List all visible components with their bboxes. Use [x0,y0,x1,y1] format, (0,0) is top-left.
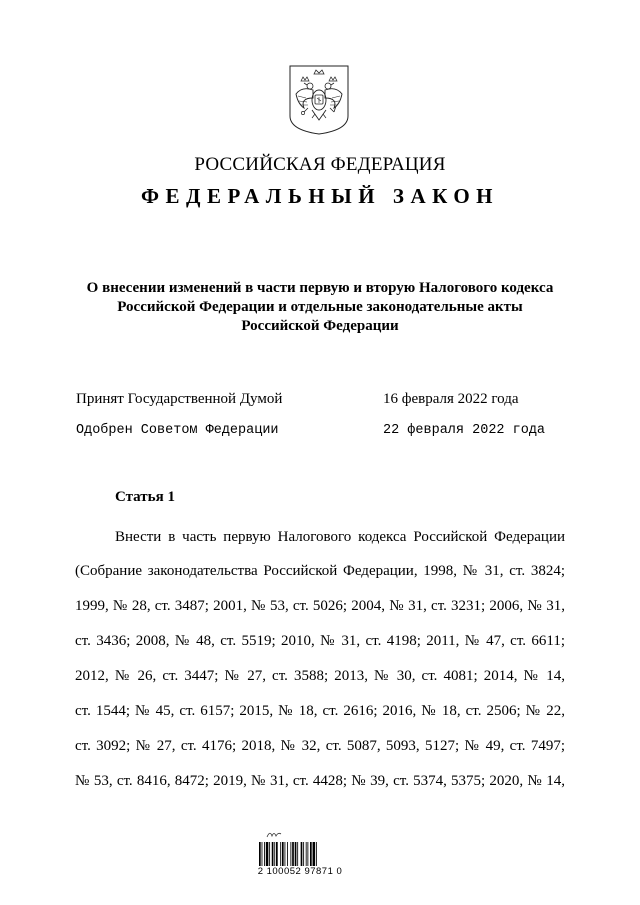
barcode-bar [280,842,281,866]
barcode-bar [276,842,278,866]
subject-line: Российской Федерации [241,318,399,334]
document-type-title: ФЕДЕРАЛЬНЫЙ ЗАКОН [141,184,499,208]
article-text-line: ст. 3092; № 27, ст. 4176; 2018, № 32, ст. 5087, 5093, 5127; № 49, ст. 7497; [75,738,565,754]
subject-line: Российской Федерации и отдельные законодательные акты [117,299,523,315]
barcode-bar [310,842,312,866]
barcode-bar [285,842,286,866]
barcode-bar [307,842,308,866]
barcode-icon [259,842,339,866]
article-text-line: Внести в часть первую Налогового кодекса Российской Федерации [115,529,565,545]
barcode-bar [287,842,288,866]
article-text-line: № 53, ст. 8416, 8472; 2019, № 31, ст. 4428; № 39, ст. 5374, 5375; 2020, № 14, [75,773,565,789]
article-heading: Статья 1 [115,489,175,505]
barcode-number: 2 100052 97871 0 [257,866,343,877]
barcode-bar [301,842,303,866]
barcode-bar [297,842,298,866]
law-subject-title [60,279,580,336]
barcode-bar [303,842,304,866]
barcode-bar [272,842,274,866]
barcode-bar [306,842,307,866]
subject-line: О внесении изменений в части первую и вторую Налогового кодекса [86,280,554,296]
barcode-bar [269,842,270,866]
country-name: РОССИЙСКАЯ ФЕДЕРАЦИЯ [194,154,446,175]
barcode-bar [259,842,261,866]
barcode-bar [313,842,316,866]
handwritten-mark-icon [266,828,282,840]
article-text-line: (Собрание законодательства Российской Федерации, 1998, № 31, ст. 3824; [75,563,565,579]
article-text-line: 2012, № 26, ст. 3447; № 27, ст. 3588; 2013, № 30, ст. 4081; 2014, № 14, [75,668,565,684]
duma-adoption-label: Принят Государственной Думой [76,391,283,407]
barcode-bar [292,842,294,866]
barcode-bar [290,842,291,866]
barcode-bar [264,842,265,866]
article-text-line: ст. 1544; № 45, ст. 6157; 2015, № 18, ст. 2616; 2016, № 18, ст. 2506; № 22, [75,703,565,719]
barcode-bar [266,842,269,866]
barcode-bar [282,842,284,866]
council-approval-date: 22 февраля 2022 года [383,423,546,438]
barcode-bar [274,842,275,866]
article-text-line: 1999, № 28, ст. 3487; 2001, № 53, ст. 5026; 2004, № 31, ст. 3231; 2006, № 31, [75,598,565,614]
barcode-bar [316,842,317,866]
council-approval-label: Одобрен Советом Федерации [76,423,279,438]
barcode-bar [262,842,263,866]
duma-adoption-date: 16 февраля 2022 года [383,391,519,407]
article-text-line: ст. 3436; 2008, № 48, ст. 5519; 2010, № 31, ст. 4198; 2011, № 47, ст. 6611; [75,633,565,649]
coat-of-arms-icon [288,64,350,136]
barcode-bar [295,842,297,866]
